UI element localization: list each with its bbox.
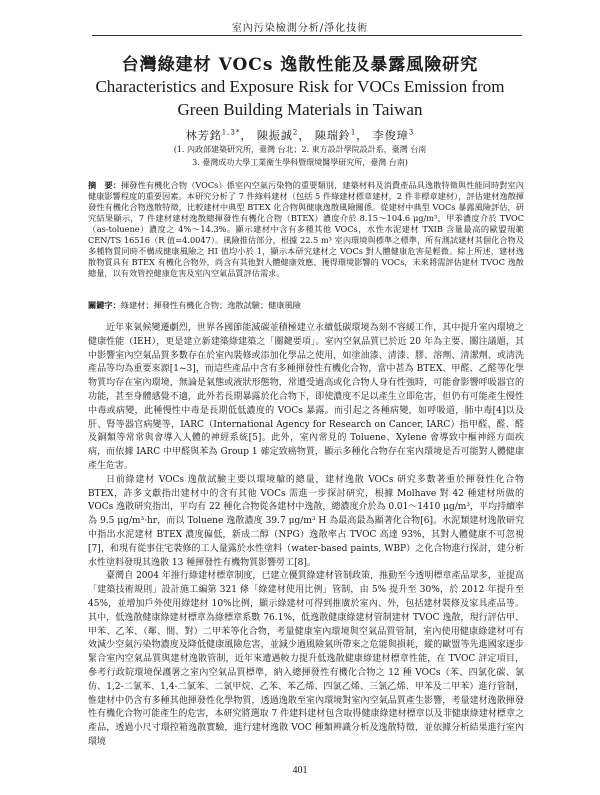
keywords-text: 綠建材；揮發性有機化合物；逸散試驗；健康風險 [120, 300, 301, 310]
body-paragraph: 近年來氣候變遷劇烈，世界各國節能減碳並積極建立永續低碳環境為刻不容緩工作，其中提升室內環境之健康性能（IEH），更是建立新建築綠建築之「關鍵要項」。室內空氣品質已於近 20 年為主要、關注議題，其中影響室內空氣品質多數存在於室內裝修或添加化學品之使用，如塗油漆、清漆、膠、溶劑、清潔劑、或清洗產品等均為重要來源[1~3]，而這些產品中含有多種揮發性有機化合物，當中甚為 BTEX、甲醛、乙醛等化學物質均存在室內環境，無論是氣態或液狀形態物，常遭受過高或化合物人身有性強時，可能會影響呼吸器官的功能，甚至身體感覺不適，此外若長期暴露於化合物下，即使濃度不足以產生立即危害，但仍有可能產生慢性中毒或病變，此種慢性中毒是長期低低濃度的 VOCs 暴露。而引起之各種病變，如呼吸道，肺中毒[4]以及肝、腎等器官病變等，IARC（International Agency for Research on Cancer, IARC）指甲醛、醛、醛及銅類等常常與會導入人體的神經系統[5]。此外，室內常見的 Toluene、Xylene 會導致中樞神經方面疾病，而依據 IARC 中甲醛與苯為 Group 1 確定致癌物質，顯示多種化合物存在室內環境是否可能對人體健康產生危害。 [88, 323, 524, 471]
affiliation-line: 3. 臺灣成功大學工業衛生學科暨環境醫學研究所，臺灣 台南) [192, 158, 408, 167]
title-english: Characteristics and Exposure Risk for VOCs Emission from Green Building Materials in Taiwan [95, 77, 505, 119]
abstract-text: 揮發性有機化合物（VOCs）係室內空氣污染物的重要類別，建築材料及消費產品具逸散特徵與性能同時對室內健康影響程度的重要因素。本研究分析了 7 件綠料建材（包括 5 件綠建材標章建材，2 件非標章建材），評估建材逸散揮發性有機化合物逸散特徵，比較建材中典型 BTEX 化合物與健康逸散風險關係。從建材中典型 VOCs 暴露風險評估，研究結果顯示，7 件建材建材逸散總揮發性有機化合物（BTEX）濃度介於 8.15～104.6 μg/m³，甲苯濃度介於 TVOC（as-toluene）濃度之 4%～14.3%。顯示建材中含有多種其他 VOCs，水性水泥建材 TXIB 含量最高的歐盟規範 CEN/TS 16516（R 值=4.0047）。風險推估部分，根據 22.5 m³ 室內環境與標準之標準，所有測試建材其個化合物及多種物質同時不構成健康風險之 HI 值均小於 1，顯示本研究建材之 VOCs 對人體健康危害是輕微。綜上所述，建材逸散物質具有 BTEX 有機化合物外，尚含有其他對人體健康效應、獲得環境影響的 VOCs，未來將需評估建材 TVOC 逸散總量，以有效管控健康危害及室內空氣品質評估需求。 [88, 180, 524, 278]
body-text [88, 322, 524, 750]
author-name: 李俊璋 [372, 129, 409, 142]
author-affiliation-mark: 3 [408, 128, 415, 137]
header-rule [92, 35, 522, 36]
abstract-label: 摘 要： [88, 180, 122, 190]
body-paragraph: 日前綠建材 VOCs 逸散試驗主要以環境艙的總量，建材逸散 VOCs 研究多數著重於揮發性化合物 BTEX，許多文獻指出建材中的含有其他 VOCs 需進一步探討研究，根據 Molhave 對 42 種建材所做的 VOCs 逸散研究指出，平均有 22 種化合物從各建材中逸散，總濃度介於為 0.01～1410 μg/m³，平均持續率為 9.5 μg/m³·hr，而以 Toluene 逸散濃度 39.7 μg/m³ H 為最高最為顯著化合物[6]。水泥類建材逸散研究中指出水泥建材 BTEX 濃度偏低，新成二醇（NPG）逸散率占 TVOC 高達 93%，其對人體健康不可忽視[7]，和現有從事住宅裝修的工人量露於水性塗料（water-based paints, WBP）之化合物進行探討，建分析水性塗料發現其逸散 13 種揮發性有機物質影響勞工[8]。 [88, 474, 524, 568]
author-affiliation-mark: 1 [350, 128, 357, 137]
title-chinese: 台灣綠建材 VOCs 逸散性能及暴露風險研究 [121, 55, 479, 75]
author-affiliation-mark: 1,3* [221, 128, 241, 137]
author-affiliation-mark: 2 [292, 128, 299, 137]
keywords [88, 300, 524, 311]
affiliation-line: (1. 內政部建築研究所，臺灣 台北；2. 東方設計學院設計系，臺灣 台南 [173, 145, 427, 154]
author-name: 陳振誠 [256, 129, 293, 142]
body-paragraph: 臺灣自 2004 年推行綠建材標章制度，已建立優質綠建材管制政策，推動至今透明標章產品眾多，並提高「建築技術規則」設計施工編第 321 條「綠建材使用比例」管制，由 5% 提升至 30%，於 2012 年提升至 45%，並增加戶外使用綠建材 10%比例，顯示綠建材可得到推廣於室內、外，包括建材裝修及家具產品等。其中，低逸散健康綠建材標章為綠標章系數 76.1%，低逸散健康綠建材管制建材 TVOC 逸散，現行評估甲、甲苯、乙苯、（鄰、間、對）二甲苯等化合物，考量健康室內環境與空氣品質管制，室內使用健康綠建材可有效減少空氣污染物濃度及降低健康風險危害，並減少過風險氣所帶來之危能與損耗，縱的歐盟等先進國家逐步緊合室內空氣品質與建材逸散管制，近年來遭遇較力提升低逸散健康綠建材標章性能，在 TVOC 評定項目，參考行政院環境保護署之室內空氣品質標準，納入總揮發性有機化合物之 12 種 VOCs（苯、四氯化碳、氯仿、1,2-二氯苯、1,4-二氯苯、二氯甲烷、乙苯、苯乙烯、四氯乙烯、三氯乙烯、甲苯及二甲苯）進行管制，惟建材中仍含有多種其他揮發性化學物質，透過逸散至室內環境對室內空氣品質產生影響，考量建材逸散揮發性有機化合物可能產生的危害，本研究將選取 7 件建料建材包含取得健康綠建材標章以及非健康綠建材標章之產品，透過小尺寸環控箱逸散實驗，進行建材逸散 VOC 種類辨識分析及逸散特徵，並依據分析結果進行室內環境 [88, 571, 524, 747]
abstract [88, 180, 524, 279]
author-name: 陳瑞鈴 [314, 129, 351, 142]
author-name: 林芳銘 [185, 129, 222, 142]
page-number: 401 [292, 765, 308, 776]
keywords-label: 關鍵字： [88, 300, 121, 310]
running-head: 室內污染檢測分析/淨化技術 [231, 23, 369, 34]
author-list: 林芳銘$^{1,3*}$， 陳振誠$^2$， 陳瑞鈴$^1$， 李俊璋$^3$ [185, 128, 415, 142]
